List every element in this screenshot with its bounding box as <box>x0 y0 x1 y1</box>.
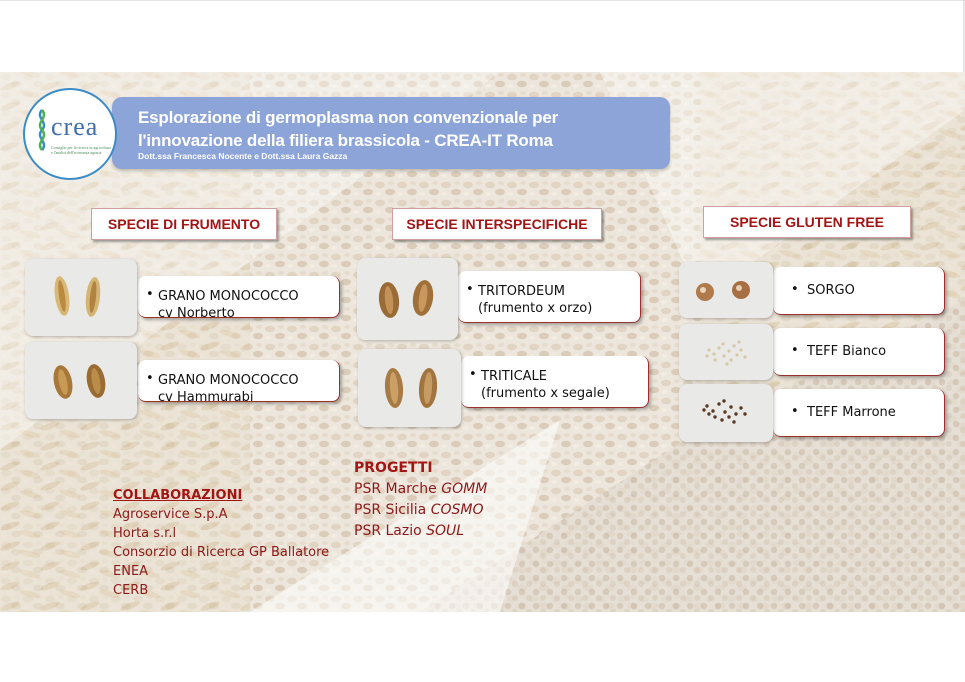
section-gluten-free: SPECIE GLUTEN FREE <box>703 206 911 238</box>
photo-teff-marrone <box>679 384 773 442</box>
photo-grano-norberto <box>25 259 137 336</box>
card-line-1: TEFF Marrone <box>807 405 896 420</box>
bullet: • <box>791 404 799 419</box>
progetti-title: PROGETTI <box>354 460 433 476</box>
collaborazione-item: Consorzio di Ricerca GP Ballatore <box>113 545 330 560</box>
progetto-name: SOUL <box>426 523 465 539</box>
progetto-item <box>354 521 487 542</box>
progetto-item <box>354 479 487 500</box>
progetto-prefix: PSR Lazio <box>354 523 427 539</box>
progetto-prefix: PSR Marche <box>354 481 442 497</box>
card-line-1: GRANO MONOCOCCO <box>158 289 299 304</box>
progetto-name: COSMO <box>430 502 484 518</box>
card-teff-marrone <box>773 389 945 437</box>
poster-title <box>138 106 558 152</box>
card-line-1: TEFF Bianco <box>807 344 887 359</box>
bullet: • <box>791 282 799 297</box>
bullet: • <box>146 371 154 386</box>
photo-triticale <box>358 349 461 427</box>
card-line-2: (frumento x orzo) <box>478 301 593 316</box>
title-line-1: Esplorazione di germoplasma non convenzionale per <box>138 108 559 127</box>
title-line-2: l'innovazione della filiera brassicola - CREA-IT Roma <box>138 131 553 150</box>
progetti-block <box>354 458 487 542</box>
card-line-2: cv Hammurabi <box>158 390 254 405</box>
collaborazione-item: CERB <box>113 583 149 598</box>
dna-helix-icon <box>33 108 51 152</box>
card-line-1: TRITORDEUM <box>478 284 565 299</box>
photo-teff-bianco <box>679 324 773 380</box>
bullet: • <box>469 367 477 382</box>
logo-subtitle: Consiglio per la ricerca in agricoltura e l'analisi dell'economia agraria <box>51 145 111 155</box>
bullet: • <box>146 287 154 302</box>
logo-word: crea <box>51 112 99 141</box>
card-teff-bianco <box>773 328 945 376</box>
progetto-item <box>354 500 487 521</box>
title-banner <box>112 97 670 169</box>
card-line-1: GRANO MONOCOCCO <box>158 373 299 388</box>
card-line-1: SORGO <box>807 283 855 298</box>
card-grano-hammurabi <box>138 360 340 405</box>
photo-tritordeum <box>357 258 458 340</box>
authors: Dott.ssa Francesca Nocente e Dott.ssa Laura Gazza <box>138 151 348 161</box>
progetto-prefix: PSR Sicilia <box>354 502 431 518</box>
card-triticale <box>461 356 649 408</box>
card-line-1: TRITICALE <box>481 369 548 384</box>
photo-sorgo <box>679 262 773 318</box>
section-interspecifiche: SPECIE INTERSPECIFICHE <box>392 208 602 240</box>
card-tritordeum <box>458 271 641 323</box>
collaborazione-item: Agroservice S.p.A <box>113 507 228 522</box>
card-line-2: (frumento x segale) <box>481 386 610 401</box>
card-line-2: cv Norberto <box>158 306 235 321</box>
crea-logo <box>23 88 117 180</box>
bullet: • <box>791 343 799 358</box>
card-sorgo <box>773 267 945 315</box>
bullet: • <box>466 282 474 297</box>
card-grano-norberto <box>138 276 340 321</box>
progetto-name: GOMM <box>441 481 488 497</box>
collaborazioni-title: COLLABORAZIONI <box>113 488 243 503</box>
photo-grano-hammurabi <box>25 342 137 419</box>
section-frumento: SPECIE DI FRUMENTO <box>91 208 277 240</box>
collaborazioni-block <box>113 486 329 600</box>
collaborazione-item: ENEA <box>113 564 149 579</box>
collaborazione-item: Horta s.r.l <box>113 526 177 541</box>
